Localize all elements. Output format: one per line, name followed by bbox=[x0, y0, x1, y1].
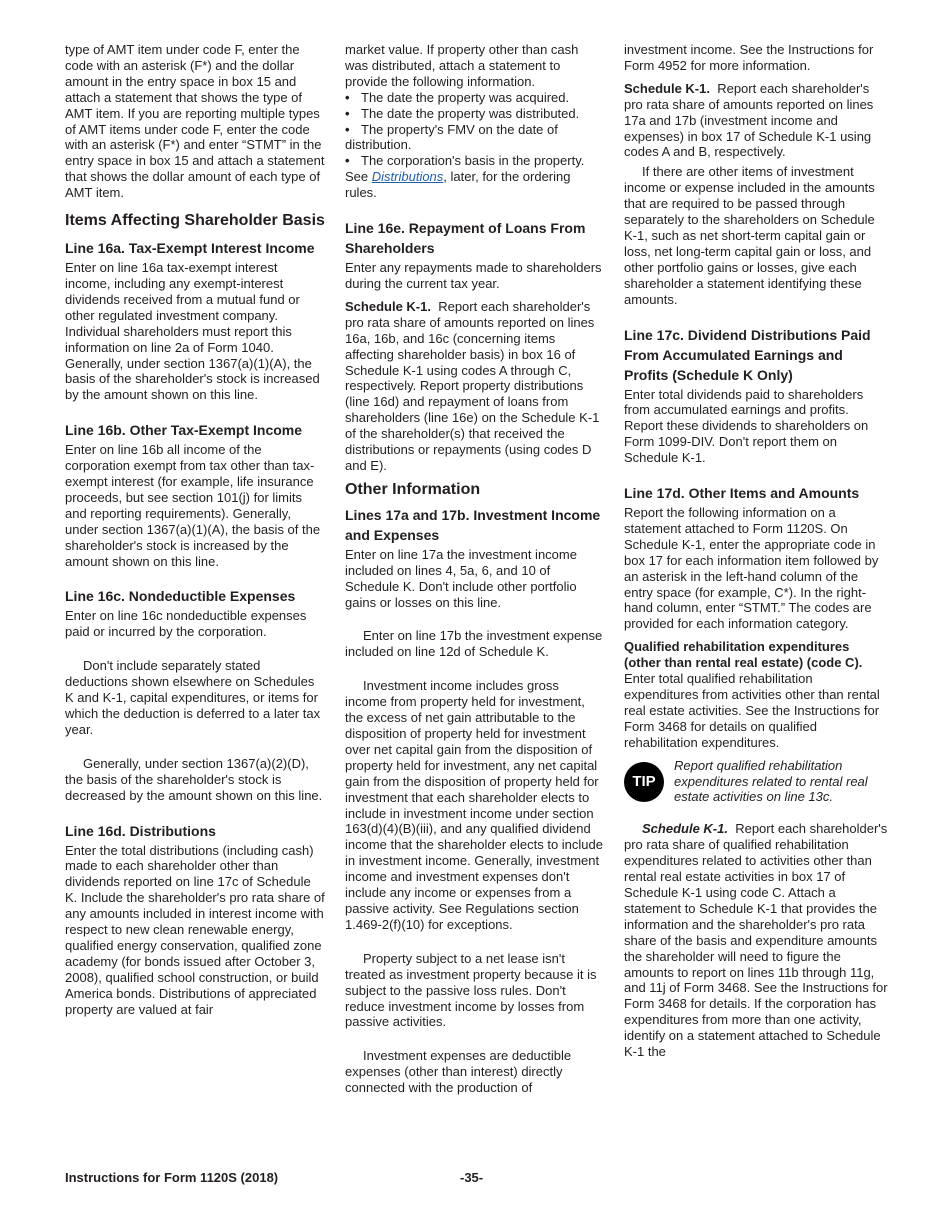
schedule-k1-label: Schedule K-1. bbox=[642, 821, 728, 837]
heading-items-affecting-basis: Items Affecting Shareholder Basis bbox=[65, 212, 325, 230]
paragraph-line-16c: Enter on line 16c nondeductible expenses paid or incurred by the corporation. bbox=[65, 608, 307, 640]
paragraph-see-distributions: See Distributions, later, for the ordering rules. bbox=[345, 169, 571, 201]
heading-line-16b: Line 16b. Other Tax-Exempt Income bbox=[65, 422, 303, 439]
list-item: • The corporation's basis in the property. bbox=[345, 153, 585, 169]
paragraph-schedule-k1-17: Schedule K-1. Report each shareholder's pro rata share of amounts reported on lines 17a and 17b (investment income and expenses) in box 17 of Schedule K-1 using codes A and B, respectively. bbox=[624, 80, 874, 160]
paragraph-distributions-cont: market value. If property other than cash was distributed, attach a statement to provide the following information. bbox=[345, 42, 579, 89]
schedule-k1-label: Schedule K-1. bbox=[624, 80, 710, 96]
paragraph-line-16d: Enter the total distributions (including cash) made to each shareholder other than dividends reported on line 17c of Schedule K. Include the shareholder's pro rata share of any amounts included in interest income with respect to new clean renewable energy, qualified energy conservation, qualified zone academy (for bonds issued after October 3, 2008), qualified school construction, or build America bonds. Distributions of appreciated property are valued at fair bbox=[65, 842, 325, 1017]
paragraph-investment-expenses: Investment expenses are deductible expenses (other than interest) directly connected with the production of bbox=[345, 1048, 572, 1096]
paragraph-line-16b: Enter on line 16b all income of the corporation exempt from tax other than tax-exempt interest (for example, life insurance proceeds, but see section 101(j) for limits and reporting requirements). Generally, under section 1367(a)(1)(A), the basis of the shareholder's stock is increased by the amount shown on this line. bbox=[65, 442, 321, 569]
heading-line-16d: Line 16d. Distributions bbox=[65, 822, 216, 839]
paragraph-line-16c-basis: Generally, under section 1367(a)(2)(D), the basis of the shareholder's stock is decreased by the amount shown on this line. bbox=[65, 755, 323, 803]
heading-lines-17a-17b: Lines 17a and 17b. Investment Income and Expenses bbox=[345, 506, 601, 543]
heading-other-information: Other Information bbox=[345, 480, 481, 498]
tip-text: Report qualified rehabilitation expenditures related to rental real estate activities on line 13c. bbox=[674, 757, 868, 805]
paragraph-schedule-k1-qre: Schedule K-1. Report each shareholder's pro rata share of qualified rehabilitation expenditures related to activities other than rental real estate activities in box 17 of Schedule K-1 using code C. Attach a statement to Schedule K-1 that provides the information and the shareholder's pro rata share of the basis and expenditure amounts the shareholder will need to figure the amounts to report on lines 11b through 11g, and 11j of Form 3468. See the Instructions for Form 3468 for details. If the corporation has expenditures from more than one activity, identify on a statement attached to Schedule K-1 the bbox=[624, 821, 888, 1060]
page-number: -35- bbox=[460, 1170, 484, 1185]
list-item: • The date the property was acquired. bbox=[345, 89, 570, 105]
paragraph-line-16a: Enter on line 16a tax-exempt interest income, including any exempt-interest dividends received from a mutual fund or other regulated investment company. Individual shareholders must report this information on line 2a of Form 1040. Generally, under section 1367(a)(1)(A), the basis of the shareholder's stock is increased by the amount shown on this line. bbox=[65, 260, 320, 403]
distributions-link[interactable]: Distributions bbox=[371, 169, 444, 185]
tip-icon: TIP bbox=[624, 762, 664, 802]
schedule-k1-label: Schedule K-1. bbox=[345, 298, 431, 314]
heading-line-16e: Line 16e. Repayment of Loans From Shareholders bbox=[345, 220, 586, 257]
paragraph-schedule-k1-16: Schedule K-1. Report each shareholder's pro rata share of amounts reported on lines 16a, 16b, and 16c (concerning items affecting shareholder basis) in box 16 of Schedule K-1 using codes A through C, respectively. Report property distributions (line 16d) and repayment of loans from shareholders (line 16e) on the Schedule K-1 of the shareholder(s) that received the distributions or repayments (using codes D and E). bbox=[345, 298, 600, 473]
paragraph-amt-cont: type of AMT item under code F, enter the code with an asterisk (F*) and the dollar amount in the entry space in box 15 and attach a statement that shows the type of AMT item. If you are reporting multiple types of AMT items under code F, enter the code with an asterisk (F*) and enter “STMT” in the entry space in box 15 and attach a statement that shows the dollar amount of each type of AMT item. bbox=[65, 42, 325, 201]
paragraph-line-17d: Report the following information on a statement attached to Form 1120S. On Schedule K-1, enter the appropriate code in box 17 for each information item followed by an asterisk in the left-hand column of the entry space (for example, C*). In the right-hand column, enter “STMT.” The codes are provided for each information category. bbox=[624, 505, 879, 632]
paragraph-qre: Qualified rehabilitation expenditures (other than rental real estate) (code C). Enter total qualified rehabilitation expenditures from activities other than rental real estate activities. See the Instructions for Form 3468 for details on qualified rehabilitation expenditures. bbox=[624, 639, 880, 750]
column-left bbox=[65, 42, 325, 1018]
heading-line-17d: Line 17d. Other Items and Amounts bbox=[624, 485, 860, 502]
paragraph-line-17a: Enter on line 17a the investment income included on lines 4, 5a, 6, and 10 of Schedule K. Don't include other portfolio gains or losses on this line. bbox=[345, 546, 577, 610]
column-right bbox=[624, 42, 888, 1060]
paragraph-line-16e: Enter any repayments made to shareholders during the current tax year. bbox=[345, 260, 602, 291]
paragraph-other-investment-items: If there are other items of investment income or expense included in the amounts that are required to be passed through separately to the shareholders on Schedule K-1, such as net short-term capital gain or loss, net long-term capital gain or loss, and other portfolio gains or losses, give each shareholder a statement identifying these amounts. bbox=[624, 164, 875, 307]
column-middle bbox=[345, 42, 603, 1096]
paragraph-investment-income: Investment income includes gross income from property held for investment, the excess of net gain attributable to the disposition of property held for investment over net capital gain from the disposition of property held for investment, any net capital gain from the disposition of property held for investment that each shareholder elects to include in investment income under section 163(d)(4)(B)(iii), and any qualified dividend income that the shareholder elects to include in investment income. Generally, investment income and investment expenses don't include any income or expenses from a passive activity. See Regulations section 1.469-2(f)(10) for exceptions. bbox=[345, 678, 603, 932]
list-item: • The date the property was distributed. bbox=[345, 105, 580, 121]
heading-line-16a: Line 16a. Tax-Exempt Interest Income bbox=[65, 240, 315, 257]
paragraph-investment-cont: investment income. See the Instructions for Form 4952 for more information. bbox=[624, 42, 874, 73]
paragraph-line-16c-exclusions: Don't include separately stated deductions shown elsewhere on Schedules K and K-1, capital expenditures, or items for which the deduction is deferred to a later tax year. bbox=[65, 658, 321, 737]
tip-box bbox=[624, 758, 888, 806]
list-item: • The property's FMV on the date of distribution. bbox=[345, 121, 558, 153]
paragraph-line-17b: Enter on line 17b the investment expense included on line 12d of Schedule K. bbox=[345, 628, 603, 660]
paragraph-line-17c: Enter total dividends paid to shareholders from accumulated earnings and profits. Report these dividends to shareholders on Form 1099-DIV. Don't report them on Schedule K-1. bbox=[624, 386, 869, 466]
heading-line-17c: Line 17c. Dividend Distributions Paid From Accumulated Earnings and Profits (Schedule K Only) bbox=[624, 326, 871, 383]
paragraph-net-lease: Property subject to a net lease isn't treated as investment property because it is subject to the passive loss rules. Don't reduce investment income by losses from passive activities. bbox=[345, 950, 597, 1030]
footer-form-title: Instructions for Form 1120S (2018) bbox=[65, 1170, 279, 1185]
heading-line-16c: Line 16c. Nondeductible Expenses bbox=[65, 588, 296, 605]
qre-label: Qualified rehabilitation expenditures (other than rental real estate) (code C). bbox=[624, 639, 863, 671]
property-info-list bbox=[345, 90, 603, 170]
